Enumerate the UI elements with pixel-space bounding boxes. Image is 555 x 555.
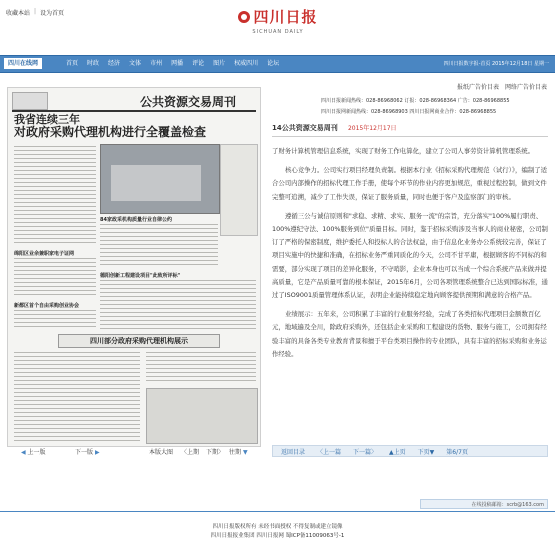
paper-text-column: [14, 146, 96, 246]
net-ad-price-link[interactable]: 网络广告价目表: [504, 84, 547, 91]
paper-subhead[interactable]: 新都区首个自由采购创业协会: [14, 303, 80, 309]
footer-divider: [0, 511, 555, 512]
paper-text-column: [146, 352, 256, 384]
paper-text-column: [14, 310, 96, 330]
prev-page-label: 上一版: [27, 449, 46, 456]
hotline-row: 四川日报网新闻热线：028-86968903 四川日报网商业合作：028-86968855: [321, 109, 497, 115]
prev-article-link[interactable]: 〈上一篇: [317, 448, 342, 456]
paper-logo-stamp: [12, 92, 48, 110]
site-logo[interactable]: [228, 6, 328, 35]
logo-name-en: SICHUAN DAILY: [252, 29, 304, 35]
paper-text-column: [100, 280, 256, 330]
article-paragraph: 业绩展示：五年来，公司积累了丰富的行业服务经验，完成了各类招标代理项目金额数百亿元，地域遍及全川，除政府采购外，还包括企业采购和工程建设的货物、服务与施工，公司拥有经验丰富的具备各类专业教育背景和擅于平台类项目操作的专业团队，具有丰富的招标采购和业务运作经验。: [272, 310, 547, 358]
paper-headline-line1: 我省连续三年: [14, 113, 80, 126]
prev-page-link[interactable]: ▲上页: [389, 448, 406, 456]
article-paragraph: 核心竞争力。公司实行项目经理负责制。根据本行业《招标采购代理规范（试行）》，编制了适合公司内部操作的招标代理工作手册，使每个环节的作业内容更加规范，重视过程控制，做到文件完整可追溯，减少了工作失误，保证了服务质量，同时也便于客户及监察部门的审核。: [272, 166, 548, 201]
arrow-left-icon: ◀: [21, 449, 26, 456]
page-pager: [7, 448, 263, 460]
next-article-link[interactable]: 下一篇〉: [353, 448, 378, 456]
archive-link[interactable]: [229, 448, 248, 458]
next-issue-link[interactable]: 下期〉: [206, 449, 225, 456]
nav-item-home[interactable]: 首页: [66, 60, 79, 67]
paper-banner[interactable]: 四川部分政府采购代理机构展示: [58, 334, 220, 348]
paper-subhead[interactable]: 绵阳区业余兼职家电子证网: [14, 251, 75, 257]
large-image-link[interactable]: 本版大图: [149, 449, 174, 456]
prev-page-button[interactable]: [21, 448, 46, 458]
article-body: [272, 145, 548, 445]
nav-items: [66, 56, 279, 72]
paper-subhead[interactable]: 84家政采机构质量行业自律公约: [100, 217, 172, 223]
next-page-label: 下一版: [75, 449, 94, 456]
logo-name-cn: 四川日报: [253, 8, 318, 26]
nav-item-forum[interactable]: 论坛: [267, 60, 280, 67]
prev-issue-link[interactable]: 〈上期: [181, 449, 200, 456]
submission-email-bar[interactable]: 在线投稿邮箱：scrb@163.com: [420, 499, 548, 509]
nav-brand[interactable]: 四川在线网: [4, 58, 42, 69]
main-nav: [0, 55, 555, 73]
top-links: [6, 8, 64, 17]
paper-text-column: [100, 224, 218, 268]
nav-item-photos[interactable]: 图片: [213, 60, 226, 67]
paper-bottom-image: [146, 388, 258, 444]
paper-text-column: [14, 258, 96, 298]
arrow-right-icon: ▶: [94, 449, 100, 456]
paper-masthead: [12, 92, 256, 112]
hotlines: [321, 96, 551, 118]
add-favorite-link[interactable]: 收藏本站: [6, 10, 31, 17]
next-page-button[interactable]: [75, 448, 100, 458]
archive-label: 往期: [229, 449, 242, 456]
paper-headline-line2: 对政府采购代理机构进行全覆盖检查: [14, 125, 207, 139]
paper-text-column: [14, 352, 140, 442]
article-nav: [272, 445, 548, 457]
nav-item-authority[interactable]: 权威四川: [234, 60, 259, 67]
newspaper-page-image[interactable]: [7, 87, 261, 447]
nav-date-info: 四川日报数字报-首页 2015年12月18日 星期一: [443, 61, 549, 67]
paper-ad-price-link[interactable]: 报纸广告价目表: [456, 84, 499, 91]
paper-side-box: [220, 144, 258, 236]
nav-item-comment[interactable]: 评论: [192, 60, 205, 67]
article-section: 14公共资源交易周刊: [272, 124, 338, 132]
logo-seal-icon: [238, 11, 250, 23]
set-homepage-link[interactable]: 设为首页: [40, 10, 65, 17]
nav-item-politics[interactable]: 时政: [87, 60, 100, 67]
nav-item-broadcast[interactable]: 网播: [171, 60, 184, 67]
next-page-link[interactable]: 下页▼: [417, 448, 435, 456]
article-date: 2015年12月17日: [347, 125, 397, 132]
page-indicator: 第6/7页: [446, 448, 468, 456]
nav-item-economy[interactable]: 经济: [108, 60, 121, 67]
hotline-row: 四川日报新闻热线：028-86968062 订报：028-86968364 广告：028-86968855: [321, 98, 510, 104]
paper-photo: [100, 144, 220, 214]
article-header: [272, 120, 548, 137]
article-paragraph: 遵循三公与诚信原则和"求稳、求精、求实、服务一流"的宗旨，充分落实"100%履行职责、100%遵纪守法、100%服务到位"质量目标。同时，鉴于招标采购涉及当事人的商业秘密，公司制订了严格的保密制度，维护委托人和投标人的合法权益，由于信息化业务办公系统较完善，保证了项目实施中的快捷和准确，在招标业务严重同质化的今天，公司不甘平庸，根据顾客的不同标的和需要，部分实现了项目的差异化服务，不守哨影，企业本身也可以当成一个综合系统产品来做并提高质量，它是产品质量可靠的根本保证，2015年6月，公司各项管理系统整合已达到国际标准，通过了ISO9001质量管理体系认证，表明企业能持续稳定地向顾客提供预期和满意的合格产品。: [272, 211, 548, 300]
dropdown-icon: ▼: [242, 449, 248, 456]
paper-headline[interactable]: [14, 114, 254, 138]
footer-copyright: 四川日报版权所有 未经书面授权 不得复制或建立镜像: [212, 524, 343, 530]
footer-icp: 四川日报报业集团 四川日报网 蜀ICP备11009063号-1: [210, 533, 345, 539]
separator: |: [34, 8, 37, 15]
nav-item-cities[interactable]: 市州: [150, 60, 163, 67]
article-panel: [272, 120, 548, 460]
ad-price-links: [457, 82, 547, 91]
footer: [0, 523, 555, 541]
back-to-toc-link[interactable]: 返回目录: [281, 448, 306, 456]
paper-subhead[interactable]: 德阳创新工程建设项目"此致所评标": [100, 273, 181, 279]
nav-item-culture[interactable]: 文体: [129, 60, 142, 67]
paper-masthead-title: 公共资源交易周刊: [139, 95, 236, 109]
article-paragraph: 了财务计算机管理信息系统，实现了财务工作电算化，建立了公司人事劳资计算机管理系统。: [272, 147, 535, 155]
